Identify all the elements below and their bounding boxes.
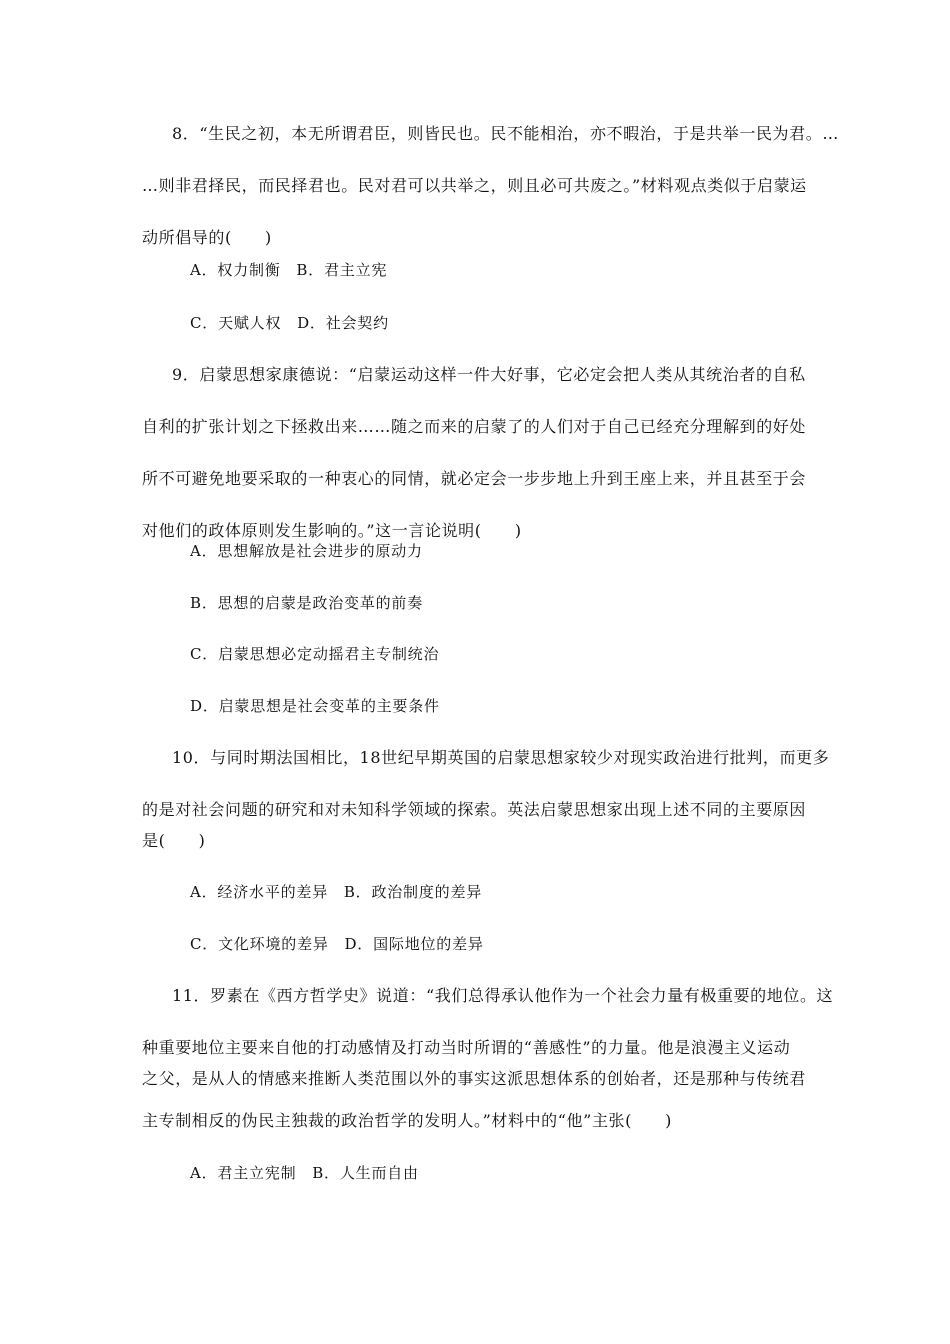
- question-text-line: 自利的扩张计划之下拯救出来……随之而来的启蒙了的人们对于自己已经充分理解到的好处: [142, 417, 807, 436]
- answer-option: A．经济水平的差异 B．政治制度的差异: [190, 883, 483, 901]
- question-text-line: 11．罗素在《西方哲学史》说道：“我们总得承认他作为一个社会力量有极重要的地位。这: [172, 986, 834, 1005]
- answer-option: D．启蒙思想是社会变革的主要条件: [190, 697, 440, 715]
- question-text-line: 对他们的政体原则发生影响的。”这一言论说明( ): [142, 521, 522, 540]
- question-text-line: 10．与同时期法国相比，18世纪早期英国的启蒙思想家较少对现实政治进行批判，而更多: [172, 748, 830, 767]
- question-text-line: 是( ): [142, 831, 206, 850]
- question-text-line: 种重要地位主要来自他的打动感情及打动当时所谓的“善感性”的力量。他是浪漫主义运动: [142, 1038, 791, 1057]
- question-text-line: …则非君择民，而民择君也。民对君可以共举之，则且必可共废之。”材料观点类似于启蒙运: [142, 176, 807, 195]
- answer-option: A．君主立宪制 B．人生而自由: [190, 1164, 419, 1182]
- question-text-line: 9．启蒙思想家康德说：“启蒙运动这样一件大好事，它必定会把人类从其统治者的自私: [172, 365, 806, 384]
- answer-option: A．权力制衡 B．君主立宪: [190, 261, 388, 279]
- answer-option: C．启蒙思想必定动摇君主专制统治: [190, 645, 440, 663]
- answer-option: A．思想解放是社会进步的原动力: [190, 542, 423, 560]
- answer-option: C．天赋人权 D．社会契约: [190, 314, 389, 332]
- question-text-line: 之父，是从人的情感来推断人类范围以外的事实这派思想体系的创始者，还是那种与传统君: [142, 1069, 807, 1088]
- question-text-line: 的是对社会问题的研究和对未知科学领域的探索。英法启蒙思想家出现上述不同的主要原因: [142, 800, 807, 819]
- answer-option: B．思想的启蒙是政治变革的前奏: [190, 594, 424, 612]
- question-text-line: 主专制相反的伪民主独裁的政治哲学的发明人。”材料中的“他”主张( ): [142, 1111, 673, 1130]
- question-text-line: 所不可避免地要采取的一种衷心的同情，就必定会一步步地上升到王座上来，并且甚至于会: [142, 469, 807, 488]
- answer-option: C．文化环境的差异 D．国际地位的差异: [190, 935, 484, 953]
- question-text-line: 动所倡导的( ): [142, 228, 272, 247]
- question-text-line: 8．“生民之初，本无所谓君臣，则皆民也。民不能相治，亦不暇治，于是共举一民为君。…: [172, 124, 839, 143]
